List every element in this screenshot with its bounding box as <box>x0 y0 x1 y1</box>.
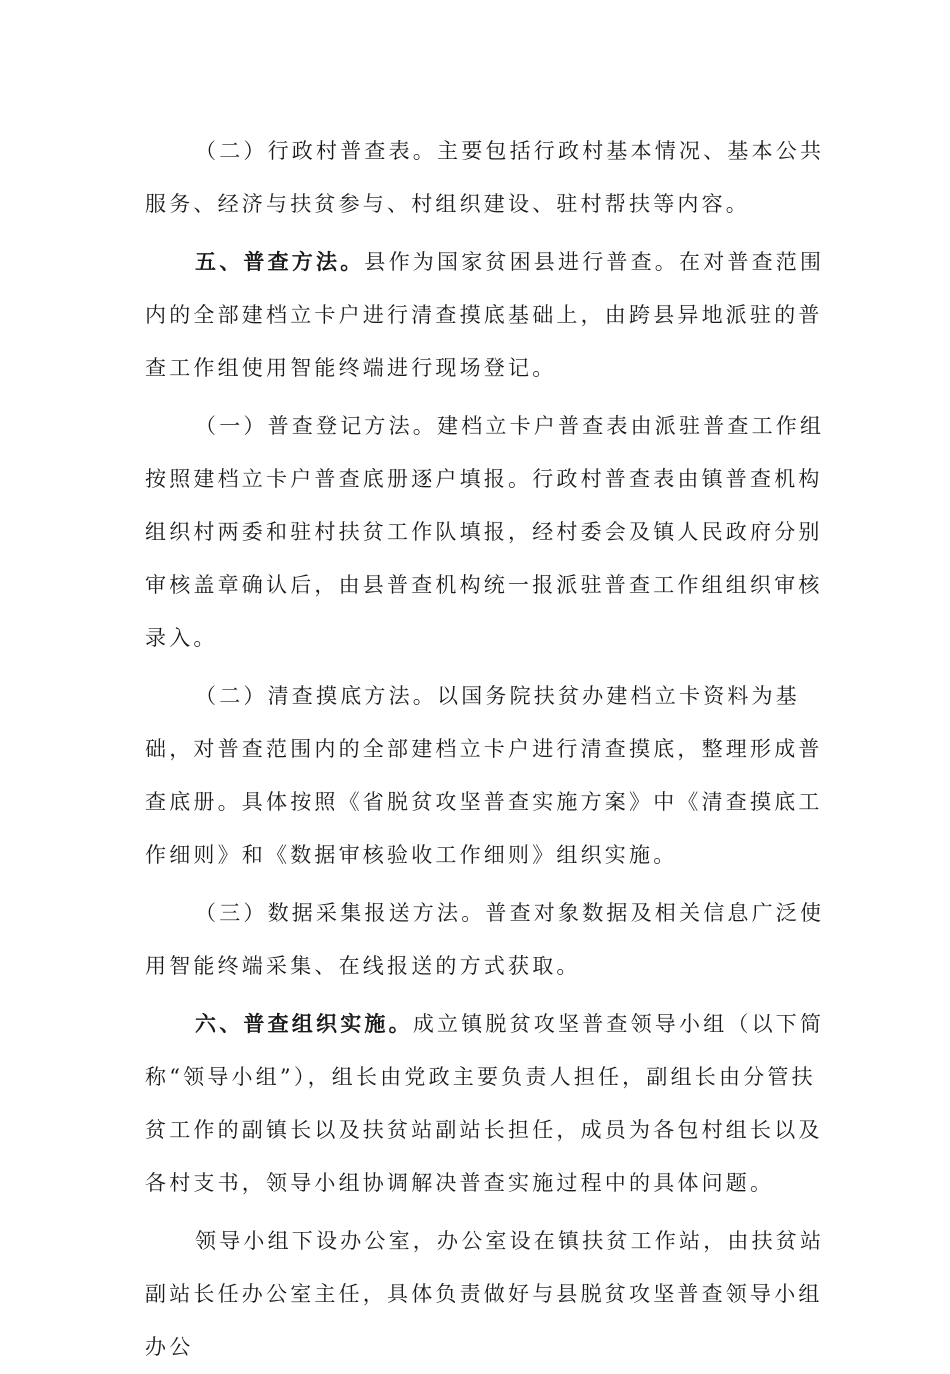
paragraph-text: 县作为国家贫困县进行普查。在对普查范围内的全部建档立卡户进行清查摸底基础上，由跨县异地派驻的普查工作组使用智能终端进行现场登记。 <box>145 250 825 380</box>
paragraph-text: （三）数据采集报送方法。普查对象数据及相关信息广泛使用智能终端采集、在线报送的方式获取。 <box>145 901 825 978</box>
paragraph-registration-method <box>145 399 835 665</box>
section-five-survey-method <box>145 235 835 395</box>
paragraph-text: （二）清查摸底方法。以国务院扶贫办建档立卡资料为基础，对普查范围内的全部建档立卡户进行清查摸底，整理形成普查底册。具体按照《省脱贫攻坚普查实施方案》中《清查摸底工作细则》和《数据审核验收工作细则》组织实施。 <box>145 684 823 867</box>
paragraph-text: 领导小组下设办公室，办公室设在镇扶贫工作站，由扶贫站副站长任办公室主任，具体负责做好与县脱贫攻坚普查领导小组办公 <box>145 1229 825 1359</box>
section-heading: 五、普查方法。 <box>195 249 365 274</box>
paragraph-text: 成立镇脱贫攻坚普查领导小组（以下简称“领导小组”），组长由党政主要负责人担任，副组长由分管扶贫工作的副镇长以及扶贫站副站长担任，成员为各包村组长以及各村支书，领导小组协调解决普查实施过程中的具体问题。 <box>145 1012 825 1195</box>
document-body <box>145 124 835 1374</box>
paragraph-leading-group-office <box>145 1214 835 1374</box>
paragraph-text: （一）普查登记方法。建档立卡户普查表由派驻普查工作组按照建档立卡户普查底册逐户填报。行政村普查表由镇普查机构组织村两委和驻村扶贫工作队填报，经村委会及镇人民政府分别审核盖章确认后，由县普查机构统一报派驻普查工作组组织审核录入。 <box>145 414 825 650</box>
paragraph-inventory-method <box>145 669 835 882</box>
paragraph-village-survey-table <box>145 124 835 231</box>
paragraph-text: （二）行政村普查表。主要包括行政村基本情况、基本公共服务、经济与扶贫参与、村组织建设、驻村帮扶等内容。 <box>145 139 825 216</box>
section-six-organization <box>145 997 835 1210</box>
paragraph-data-collection-method <box>145 886 835 993</box>
section-heading: 六、普查组织实施。 <box>195 1011 413 1036</box>
